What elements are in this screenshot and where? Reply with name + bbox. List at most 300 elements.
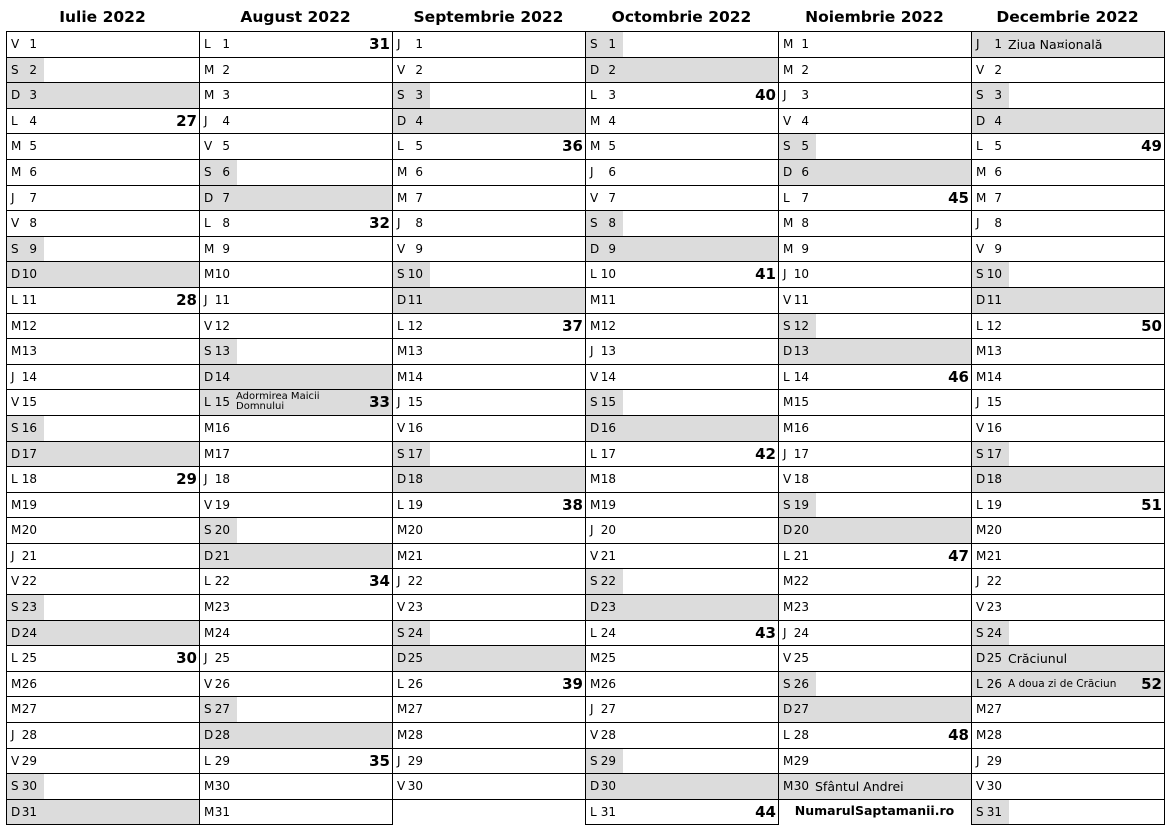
day-row	[393, 416, 586, 442]
day-row	[972, 442, 1165, 468]
day-number: 21	[214, 548, 230, 563]
weekday-letter: L	[11, 113, 18, 128]
weekday-letter: S	[204, 702, 212, 717]
weekday-letter: V	[397, 600, 406, 615]
weekday-letter: V	[204, 497, 213, 512]
day-number: 8	[801, 216, 809, 231]
week-number: 41	[755, 265, 776, 284]
day-row	[586, 365, 779, 391]
day-number: 9	[415, 241, 423, 256]
day-number: 16	[793, 420, 809, 435]
day-list	[778, 31, 972, 800]
day-number: 10	[986, 267, 1002, 282]
weekday-letter: M	[590, 676, 601, 691]
day-number: 22	[21, 574, 37, 589]
weekday-letter: J	[783, 88, 787, 103]
day-number: 31	[21, 804, 37, 819]
day-row	[200, 83, 393, 109]
day-row	[779, 723, 972, 749]
weekday-letter: V	[11, 37, 20, 51]
month-column	[199, 3, 392, 823]
day-number: 26	[21, 676, 37, 691]
day-number: 6	[415, 164, 423, 179]
day-number: 30	[214, 779, 230, 794]
day-row	[7, 749, 200, 775]
day-number: 21	[793, 548, 809, 563]
weekday-letter: V	[976, 600, 985, 615]
week-number: 35	[369, 751, 390, 770]
weekday-letter: V	[397, 420, 406, 435]
day-number: 27	[214, 702, 230, 717]
weekday-letter: L	[204, 753, 211, 768]
day-number: 19	[407, 497, 423, 512]
day-number: 7	[415, 190, 423, 205]
month-title: Septembrie 2022	[413, 8, 564, 26]
day-number: 9	[608, 241, 616, 256]
weekday-letter: S	[976, 625, 984, 640]
day-row	[7, 58, 200, 84]
weekday-letter: L	[590, 446, 597, 461]
day-row	[586, 442, 779, 468]
day-number: 12	[793, 318, 809, 333]
day-list	[971, 31, 1165, 825]
day-row	[972, 339, 1165, 365]
day-number: 22	[986, 574, 1002, 589]
day-number: 24	[407, 625, 423, 640]
day-number: 28	[407, 728, 423, 743]
weekday-letter: M	[783, 574, 794, 589]
weekday-letter: L	[590, 804, 597, 819]
day-number: 23	[600, 600, 616, 615]
day-row	[586, 493, 779, 519]
week-number: 51	[1141, 495, 1162, 514]
day-row	[586, 109, 779, 135]
weekday-letter: M	[397, 369, 408, 384]
day-row	[393, 390, 586, 416]
weekday-letter: V	[204, 139, 213, 154]
weekday-letter: D	[783, 523, 793, 538]
day-row	[779, 134, 972, 160]
day-number: 27	[407, 702, 423, 717]
weekday-letter: D	[590, 779, 600, 794]
day-number: 2	[29, 62, 37, 77]
day-number: 29	[793, 753, 809, 768]
day-row	[586, 672, 779, 698]
weekday-letter: D	[590, 420, 600, 435]
day-row	[200, 518, 393, 544]
day-row	[393, 544, 586, 570]
weekday-letter: M	[397, 728, 408, 743]
day-number: 24	[600, 625, 616, 640]
weekday-letter: V	[11, 574, 20, 589]
day-number: 3	[994, 88, 1002, 103]
weekday-letter: S	[590, 395, 598, 410]
day-row	[393, 467, 586, 493]
weekday-letter: V	[397, 779, 406, 794]
day-number: 20	[21, 523, 37, 538]
day-number: 5	[608, 139, 616, 154]
day-row	[7, 621, 200, 647]
day-row	[200, 58, 393, 84]
day-row	[779, 314, 972, 340]
day-number: 12	[214, 318, 230, 333]
day-row	[779, 32, 972, 58]
day-number: 27	[793, 702, 809, 717]
weekday-letter: J	[976, 216, 980, 231]
day-number: 20	[214, 523, 230, 538]
weekday-letter: D	[976, 113, 986, 128]
day-row	[779, 697, 972, 723]
weekday-letter: D	[397, 651, 407, 666]
day-row	[393, 442, 586, 468]
weekday-letter: L	[976, 676, 983, 691]
day-number: 18	[986, 472, 1002, 487]
weekday-letter: M	[783, 779, 794, 794]
weekday-letter: S	[590, 753, 598, 768]
day-row	[586, 416, 779, 442]
day-row	[779, 365, 972, 391]
day-number: 7	[222, 190, 230, 205]
week-number: 28	[176, 290, 197, 309]
day-row	[779, 237, 972, 263]
day-row	[972, 262, 1165, 288]
day-number: 2	[801, 62, 809, 77]
weekday-letter: D	[204, 548, 214, 563]
day-row	[200, 134, 393, 160]
weekday-letter: J	[204, 651, 208, 666]
day-number: 16	[986, 420, 1002, 435]
day-number: 16	[214, 420, 230, 435]
weekday-letter: M	[11, 164, 22, 179]
weekday-letter: S	[397, 625, 405, 640]
day-number: 30	[407, 779, 423, 794]
day-row	[586, 211, 779, 237]
weekday-letter: M	[976, 190, 987, 205]
day-list	[6, 31, 200, 825]
weekday-letter: M	[204, 779, 215, 794]
day-number: 7	[994, 190, 1002, 205]
day-number: 6	[994, 164, 1002, 179]
day-row	[972, 365, 1165, 391]
day-row	[200, 442, 393, 468]
day-number: 17	[214, 446, 230, 461]
day-number: 23	[214, 600, 230, 615]
day-row	[779, 390, 972, 416]
weekday-letter: M	[590, 497, 601, 512]
day-number: 3	[608, 88, 616, 103]
day-row	[393, 774, 586, 800]
weekday-letter: S	[397, 267, 405, 282]
day-number: 8	[415, 216, 423, 231]
weekday-letter: D	[783, 344, 793, 359]
day-row	[779, 262, 972, 288]
day-number: 21	[600, 548, 616, 563]
day-row	[586, 544, 779, 570]
day-row	[586, 390, 779, 416]
day-number: 15	[986, 395, 1002, 410]
day-number: 19	[21, 497, 37, 512]
weekday-letter: D	[976, 472, 986, 487]
day-row	[200, 800, 393, 826]
day-number: 11	[214, 292, 230, 307]
day-number: 24	[214, 625, 230, 640]
day-row	[393, 749, 586, 775]
day-number: 13	[21, 344, 37, 359]
day-row	[200, 774, 393, 800]
weekday-letter: S	[11, 600, 19, 615]
weekday-letter: M	[397, 548, 408, 563]
week-number: 32	[369, 214, 390, 233]
day-number: 20	[407, 523, 423, 538]
day-number: 29	[214, 753, 230, 768]
weekday-letter: J	[204, 472, 208, 487]
day-number: 30	[21, 779, 37, 794]
weekday-letter: J	[783, 446, 787, 461]
day-number: 27	[600, 702, 616, 717]
weekday-letter: J	[204, 113, 208, 128]
day-number: 29	[986, 753, 1002, 768]
day-row	[200, 749, 393, 775]
day-row	[779, 186, 972, 212]
weekday-letter: D	[976, 651, 986, 666]
day-number: 13	[986, 344, 1002, 359]
day-number: 12	[600, 318, 616, 333]
day-number: 18	[21, 472, 37, 487]
site-name[interactable]: NumarulSaptamanii.ro	[794, 803, 955, 818]
day-number: 26	[214, 676, 230, 691]
day-row	[393, 134, 586, 160]
day-row	[972, 186, 1165, 212]
day-row	[972, 416, 1165, 442]
day-number: 26	[986, 676, 1002, 691]
day-number: 8	[222, 216, 230, 231]
day-row	[586, 518, 779, 544]
week-number: 31	[369, 35, 390, 53]
month-column	[971, 3, 1164, 823]
day-row	[393, 32, 586, 58]
day-number: 19	[600, 497, 616, 512]
day-number: 24	[986, 625, 1002, 640]
day-row	[200, 211, 393, 237]
day-row	[200, 109, 393, 135]
day-list	[392, 31, 586, 800]
day-number: 20	[793, 523, 809, 538]
day-number: 7	[608, 190, 616, 205]
day-row	[7, 493, 200, 519]
weekday-letter: M	[590, 292, 601, 307]
day-number: 6	[29, 164, 37, 179]
weekday-letter: J	[976, 574, 980, 589]
day-row	[972, 621, 1165, 647]
day-number: 7	[29, 190, 37, 205]
weekday-letter: L	[976, 318, 983, 333]
day-number: 5	[994, 139, 1002, 154]
day-row	[7, 646, 200, 672]
weekday-letter: M	[204, 600, 215, 615]
day-row	[200, 365, 393, 391]
weekday-letter: M	[590, 472, 601, 487]
week-number: 42	[755, 444, 776, 463]
day-row	[200, 672, 393, 698]
day-number: 17	[600, 446, 616, 461]
day-number: 13	[214, 344, 230, 359]
day-row	[7, 186, 200, 212]
weekday-letter: M	[11, 676, 22, 691]
day-row	[972, 493, 1165, 519]
day-number: 11	[21, 292, 37, 307]
day-number: 12	[986, 318, 1002, 333]
day-number: 9	[994, 241, 1002, 256]
day-number: 21	[986, 548, 1002, 563]
weekday-letter: L	[204, 395, 211, 410]
day-number: 13	[793, 344, 809, 359]
day-number: 1	[608, 37, 616, 51]
day-number: 20	[600, 523, 616, 538]
day-number: 17	[986, 446, 1002, 461]
day-row	[972, 314, 1165, 340]
day-number: 18	[214, 472, 230, 487]
weekday-letter: V	[590, 190, 599, 205]
day-row	[586, 339, 779, 365]
day-number: 5	[29, 139, 37, 154]
weekday-letter: S	[397, 88, 405, 103]
day-row	[779, 493, 972, 519]
weekday-letter: S	[590, 216, 598, 231]
day-row	[200, 544, 393, 570]
weekday-letter: J	[397, 395, 401, 410]
day-number: 28	[793, 728, 809, 743]
week-number: 27	[176, 111, 197, 130]
day-number: 30	[793, 779, 809, 794]
weekday-letter: M	[783, 395, 794, 410]
day-row	[779, 83, 972, 109]
weekday-letter: S	[783, 318, 791, 333]
day-row	[779, 646, 972, 672]
day-row	[972, 237, 1165, 263]
day-row	[779, 544, 972, 570]
weekday-letter: M	[590, 318, 601, 333]
day-number: 19	[986, 497, 1002, 512]
day-row	[7, 109, 200, 135]
weekday-letter: S	[590, 574, 598, 589]
day-number: 28	[986, 728, 1002, 743]
day-number: 24	[21, 625, 37, 640]
day-row	[586, 58, 779, 84]
day-row	[200, 569, 393, 595]
week-number: 50	[1141, 316, 1162, 335]
day-row	[972, 672, 1165, 698]
day-number: 13	[600, 344, 616, 359]
weekday-letter: S	[204, 164, 212, 179]
weekday-letter: L	[397, 676, 404, 691]
day-number: 8	[994, 216, 1002, 231]
weekday-letter: M	[783, 420, 794, 435]
weekday-letter: V	[783, 292, 792, 307]
weekday-letter: S	[976, 446, 984, 461]
weekday-letter: M	[783, 241, 794, 256]
weekday-letter: V	[590, 369, 599, 384]
day-number: 8	[29, 216, 37, 231]
weekday-letter: J	[397, 216, 401, 231]
weekday-letter: S	[11, 62, 19, 77]
day-row	[200, 621, 393, 647]
day-row	[779, 339, 972, 365]
holiday-label: Ziua Na¤ională	[1008, 37, 1103, 52]
day-number: 21	[407, 548, 423, 563]
day-row	[393, 646, 586, 672]
day-number: 23	[986, 600, 1002, 615]
weekday-letter: D	[204, 190, 214, 205]
day-number: 29	[407, 753, 423, 768]
day-row	[200, 646, 393, 672]
weekday-letter: V	[976, 779, 985, 794]
week-number: 33	[369, 393, 390, 412]
weekday-letter: M	[397, 702, 408, 717]
weekday-letter: M	[397, 344, 408, 359]
weekday-letter: M	[976, 548, 987, 563]
day-row	[586, 569, 779, 595]
day-row	[586, 32, 779, 58]
weekday-letter: D	[397, 292, 407, 307]
day-number: 14	[214, 369, 230, 384]
day-number: 8	[608, 216, 616, 231]
weekday-letter: M	[783, 37, 794, 51]
day-number: 25	[600, 651, 616, 666]
day-number: 21	[21, 548, 37, 563]
day-row	[393, 723, 586, 749]
weekday-letter: M	[783, 600, 794, 615]
day-row	[393, 186, 586, 212]
weekday-letter: V	[11, 216, 20, 231]
day-number: 25	[793, 651, 809, 666]
day-number: 6	[222, 164, 230, 179]
day-number: 29	[21, 753, 37, 768]
day-number: 10	[214, 267, 230, 282]
day-row	[586, 723, 779, 749]
weekday-letter: S	[397, 446, 405, 461]
day-number: 24	[793, 625, 809, 640]
day-row	[393, 595, 586, 621]
weekday-letter: L	[11, 292, 18, 307]
weekday-letter: M	[590, 139, 601, 154]
day-row	[972, 83, 1165, 109]
day-number: 26	[793, 676, 809, 691]
day-number: 29	[600, 753, 616, 768]
day-number: 15	[21, 395, 37, 410]
day-number: 16	[407, 420, 423, 435]
weekday-letter: D	[11, 88, 21, 103]
day-number: 1	[415, 37, 423, 51]
day-number: 26	[600, 676, 616, 691]
day-row	[7, 800, 200, 826]
day-number: 5	[415, 139, 423, 154]
weekday-letter: J	[783, 267, 787, 282]
day-number: 5	[222, 139, 230, 154]
weekday-letter: M	[204, 446, 215, 461]
day-number: 7	[801, 190, 809, 205]
weekday-letter: D	[204, 728, 214, 743]
weekday-letter: M	[11, 318, 22, 333]
day-row	[393, 160, 586, 186]
day-row	[393, 314, 586, 340]
weekday-letter: J	[590, 523, 594, 538]
day-number: 11	[986, 292, 1002, 307]
weekday-letter: V	[976, 62, 985, 77]
day-row	[393, 211, 586, 237]
day-number: 26	[407, 676, 423, 691]
weekday-letter: M	[590, 651, 601, 666]
week-number: 38	[562, 495, 583, 514]
